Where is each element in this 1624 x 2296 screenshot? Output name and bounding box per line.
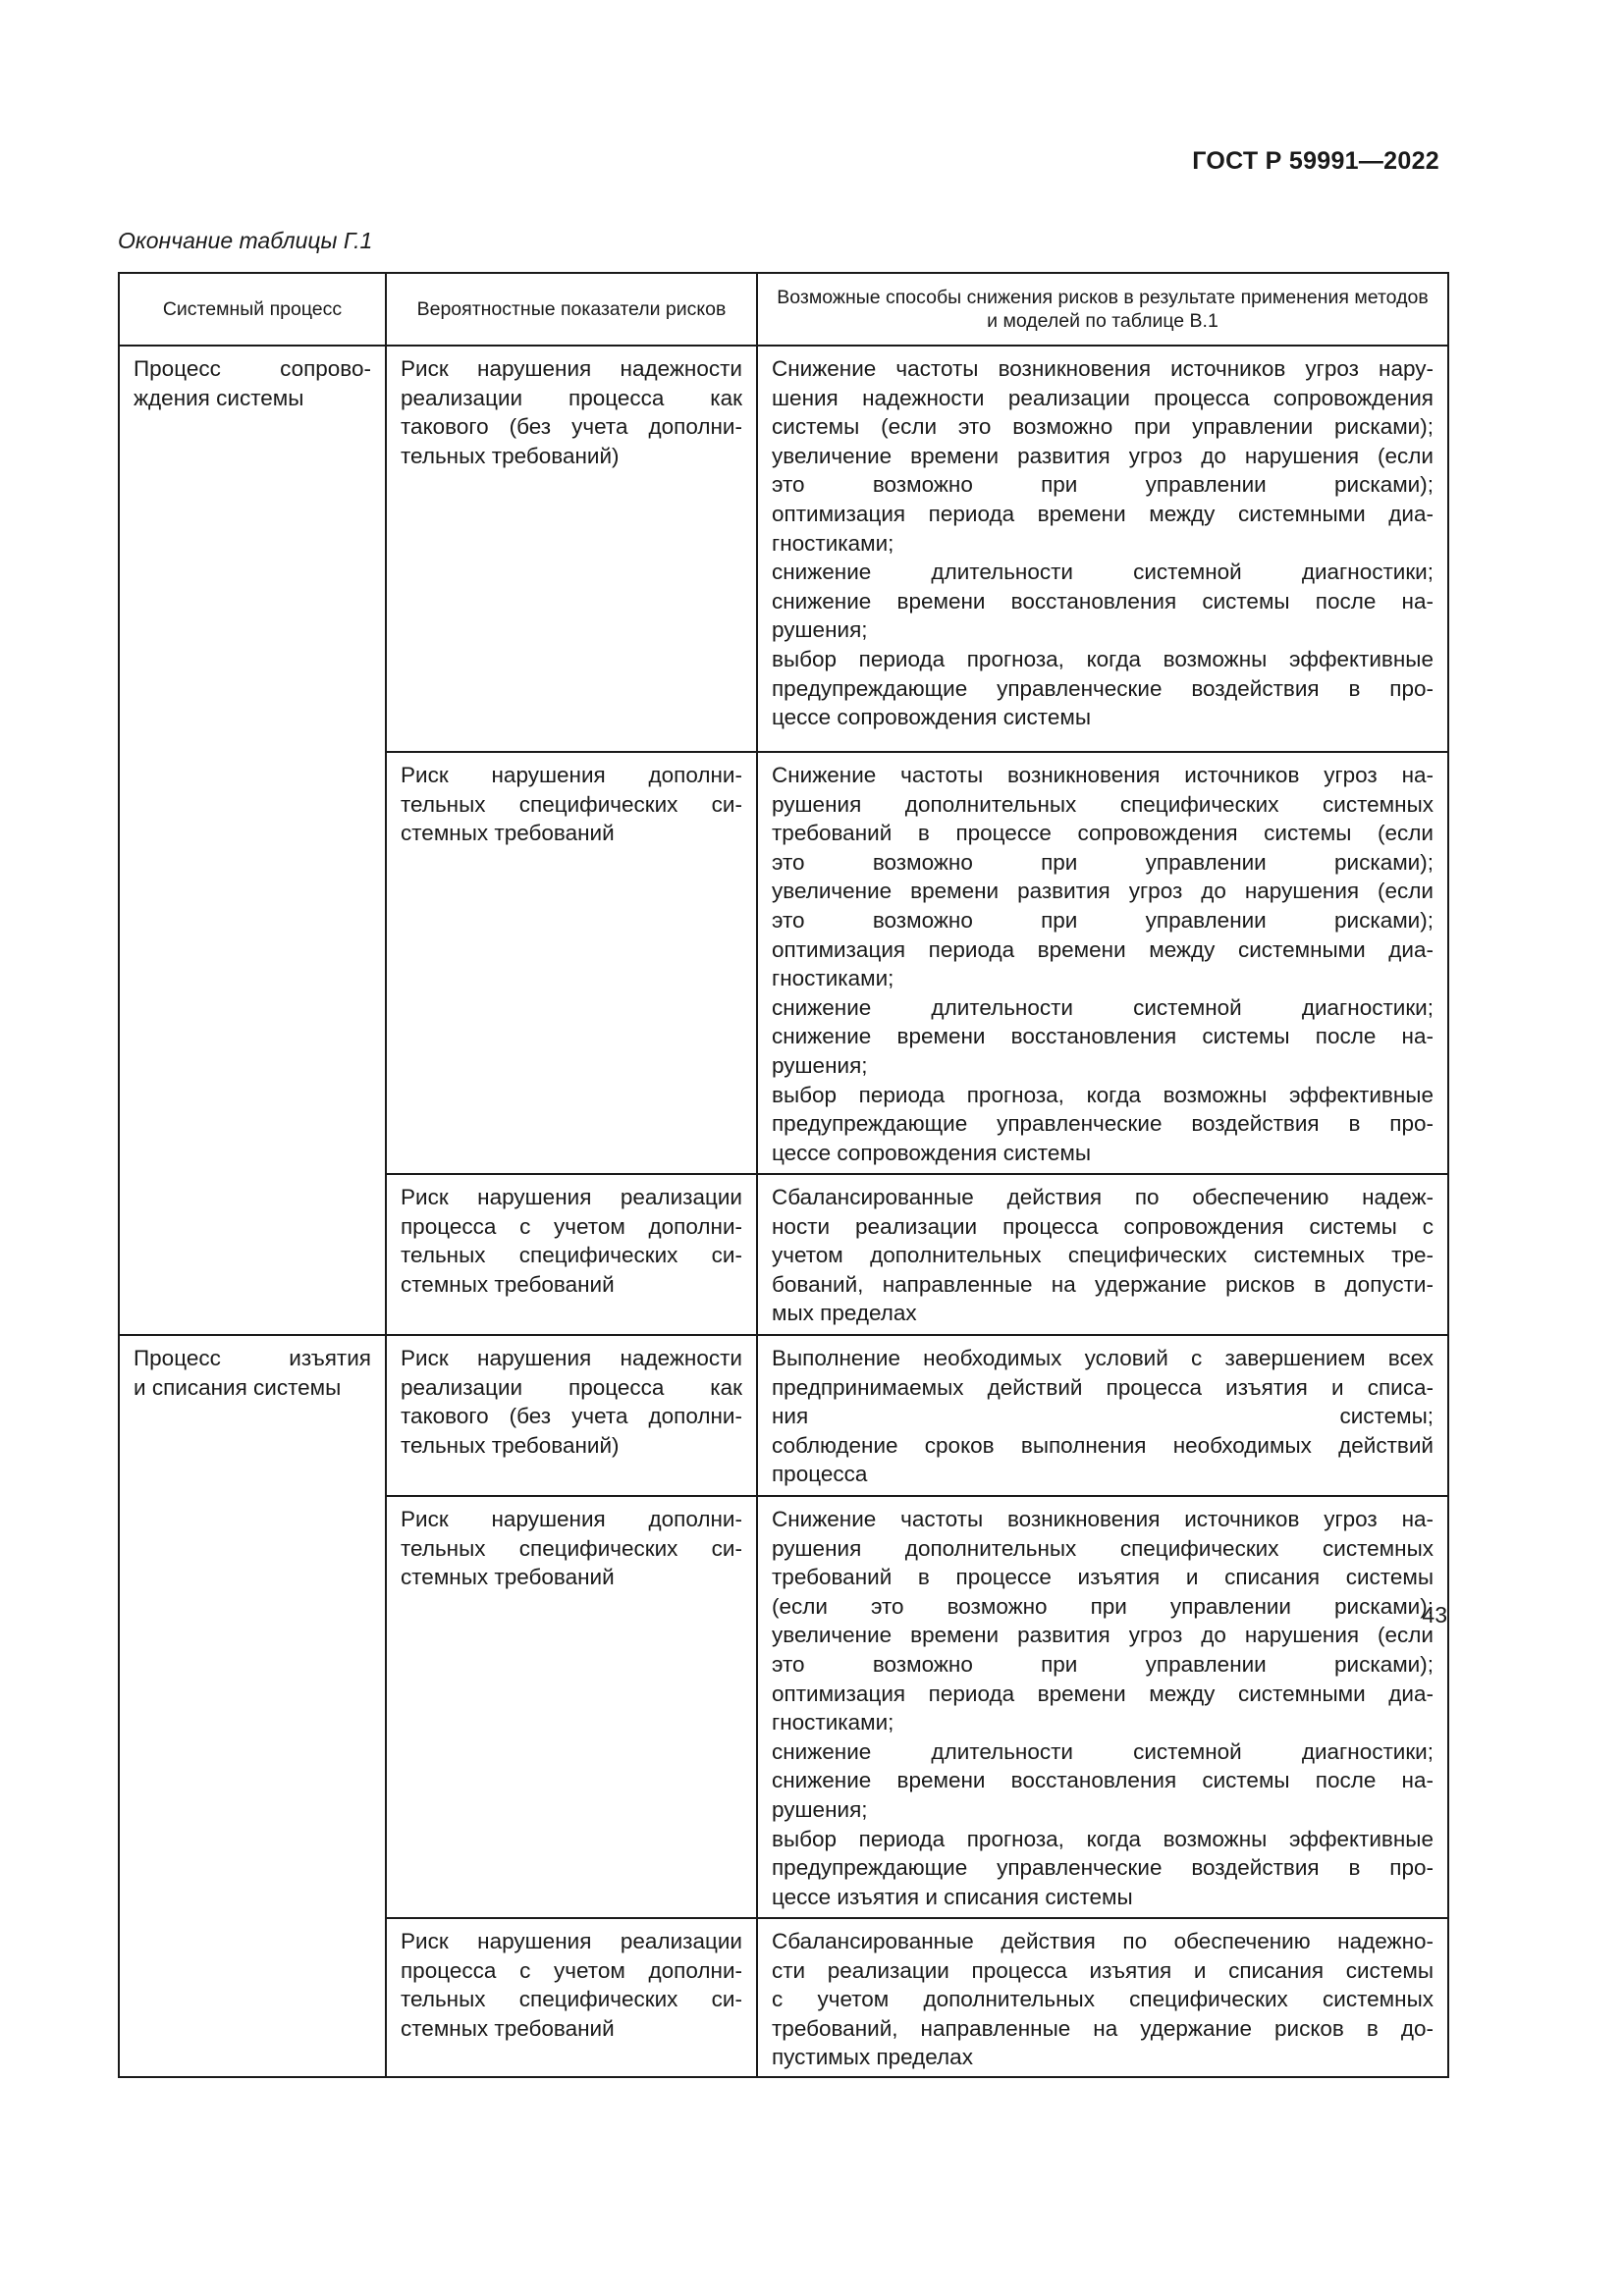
column-header-methods: Возможные способы снижения рисков в результате применения методов и моделей по таблице В.1 [757, 273, 1448, 346]
indicator-cell [386, 1496, 757, 1918]
cell-text-line: увеличение времени развития угроз до нарушения (если [772, 1623, 1434, 1648]
cell-text-line: стемных требований [401, 821, 615, 846]
cell-text-line: выбор периода прогноза, когда возможны эффективные [772, 646, 1434, 671]
cell-text-line: бований, направленные на удержание рисков в допусти- [772, 1271, 1434, 1297]
table-caption: Окончание таблицы Г.1 [118, 228, 373, 253]
cell-text-line: цессе сопровождения системы [772, 705, 1091, 730]
cell-text-line: Снижение частоты возникновения источников угроз на- [772, 763, 1434, 787]
cell-text-line: пустимых пределах [772, 2045, 973, 2070]
cell-text-line: рушения дополнительных специфических системных [772, 791, 1434, 817]
cell-text-line: ния системы; [772, 1404, 1434, 1429]
cell-text-line: увеличение времени развития угроз до нарушения (если [772, 879, 1434, 904]
cell-text-line: реализации процесса как [401, 1374, 742, 1400]
methods-cell [757, 1496, 1448, 1918]
page-number: 43 [1422, 1602, 1447, 1628]
cell-text-line: тельных специфических си- [401, 1243, 742, 1268]
cell-text-line: это возможно при управлении рисками); [772, 1651, 1434, 1677]
cell-text-line: гностиками; [772, 1710, 894, 1735]
table-header-row [119, 273, 1448, 346]
cell-text-line: требований, направленные на удержание рисков в до- [772, 2015, 1434, 2041]
cell-text-line: стемных требований [401, 1271, 615, 1297]
cell-text-line: гностиками; [772, 966, 894, 991]
cell-text-line: рушения; [772, 617, 868, 643]
cell-text-line: Риск нарушения надежности [401, 1346, 742, 1370]
indicator-cell [386, 1918, 757, 2077]
process-cell [119, 1335, 386, 2077]
cell-text-line: Риск нарушения дополни- [401, 763, 742, 787]
cell-text-line: увеличение времени развития угроз до нарушения (если [772, 443, 1434, 468]
methods-cell [757, 1174, 1448, 1335]
cell-text-line: Процесс изъятия [134, 1346, 371, 1370]
methods-cell [757, 1335, 1448, 1496]
cell-text-line: цессе изъятия и списания системы [772, 1884, 1133, 1909]
indicator-cell [386, 346, 757, 752]
cell-text-line: Риск нарушения реализации [401, 1185, 742, 1209]
cell-text-line: снижение времени восстановления системы после на- [772, 1768, 1434, 1793]
cell-text-line: предупреждающие управленческие воздействия в про- [772, 675, 1434, 701]
cell-text-line: процесса с учетом дополни- [401, 1957, 742, 1983]
cell-text-line: учетом дополнительных специфических системных тре- [772, 1243, 1434, 1268]
cell-text-line: с учетом дополнительных специфических системных [772, 1987, 1434, 2012]
document-standard-number: ГОСТ Р 59991—2022 [1192, 147, 1439, 175]
cell-text-line: реализации процесса как [401, 385, 742, 410]
cell-text-line: ности реализации процесса сопровождения системы с [772, 1213, 1434, 1239]
cell-text-line: это возможно при управлении рисками); [772, 907, 1434, 933]
cell-text-line: мых пределах [772, 1301, 917, 1326]
cell-text-line: Снижение частоты возникновения источников угроз нару- [772, 356, 1434, 381]
cell-text-line: тельных требований) [401, 1432, 620, 1458]
cell-text-line: оптимизация периода времени между системными диа- [772, 1681, 1434, 1706]
cell-text-line: тельных требований) [401, 443, 620, 468]
cell-text-line: оптимизация периода времени между системными диа- [772, 501, 1434, 526]
column-header-indicators: Вероятностные показатели рисков [386, 273, 757, 346]
methods-cell [757, 752, 1448, 1174]
cell-text-line: рушения дополнительных специфических системных [772, 1535, 1434, 1561]
cell-text-line: гностиками; [772, 530, 894, 556]
indicator-cell [386, 1335, 757, 1496]
cell-text-line: системы (если это возможно при управлении рисками); [772, 414, 1434, 440]
table-row [119, 1335, 1448, 1496]
methods-cell [757, 1918, 1448, 2077]
risk-table [118, 272, 1449, 2078]
cell-text-line: рушения; [772, 1052, 868, 1078]
cell-text-line: шения надежности реализации процесса сопровождения [772, 385, 1434, 410]
process-cell [119, 346, 386, 1335]
cell-text-line: требований в процессе изъятия и списания системы [772, 1565, 1434, 1590]
cell-text-line: оптимизация периода времени между системными диа- [772, 936, 1434, 962]
cell-text-line: снижение длительности системной диагностики; [772, 560, 1434, 585]
cell-text-line: снижение времени восстановления системы после на- [772, 1024, 1434, 1049]
cell-text-line: предупреждающие управленческие воздействия в про- [772, 1111, 1434, 1137]
cell-text-line: требований в процессе сопровождения системы (если [772, 821, 1434, 846]
cell-text-line: Риск нарушения надежности [401, 356, 742, 381]
cell-text-line: сти реализации процесса изъятия и списания системы [772, 1957, 1434, 1983]
table-row [119, 346, 1448, 752]
column-header-process: Системный процесс [119, 273, 386, 346]
cell-text-line: снижение длительности системной диагностики; [772, 994, 1434, 1020]
cell-text-line: рушения; [772, 1796, 868, 1822]
indicator-cell [386, 752, 757, 1174]
cell-text-line: и списания системы [134, 1374, 342, 1400]
cell-text-line: выбор периода прогноза, когда возможны эффективные [772, 1826, 1434, 1851]
cell-text-line: Сбалансированные действия по обеспечению надеж- [772, 1185, 1434, 1209]
cell-text-line: Снижение частоты возникновения источников угроз на- [772, 1507, 1434, 1531]
cell-text-line: это возможно при управлении рисками); [772, 472, 1434, 498]
cell-text-line: снижение времени восстановления системы после на- [772, 588, 1434, 614]
cell-text-line: Сбалансированные действия по обеспечению надежно- [772, 1929, 1434, 1953]
methods-cell [757, 346, 1448, 752]
cell-text-line: Выполнение необходимых условий с завершением всех [772, 1346, 1434, 1370]
cell-text-line: (если это возможно при управлении рисками); [772, 1593, 1434, 1619]
cell-text-line: Процесс сопрово- [134, 356, 371, 381]
cell-text-line: ждения системы [134, 385, 304, 410]
cell-text-line: цессе сопровождения системы [772, 1140, 1091, 1165]
cell-text-line: Риск нарушения реализации [401, 1929, 742, 1953]
cell-text-line: тельных специфических си- [401, 1535, 742, 1561]
cell-text-line: Риск нарушения дополни- [401, 1507, 742, 1531]
cell-text-line: это возможно при управлении рисками); [772, 849, 1434, 875]
cell-text-line: стемных требований [401, 2015, 615, 2041]
cell-text-line: процесса с учетом дополни- [401, 1213, 742, 1239]
cell-text-line: тельных специфических си- [401, 791, 742, 817]
cell-text-line: процесса [772, 1462, 868, 1487]
cell-text-line: такового (без учета дополни- [401, 414, 742, 440]
cell-text-line: предупреждающие управленческие воздействия в про- [772, 1855, 1434, 1881]
cell-text-line: тельных специфических си- [401, 1987, 742, 2012]
cell-text-line: соблюдение сроков выполнения необходимых действий [772, 1432, 1434, 1458]
cell-text-line: предпринимаемых действий процесса изъятия и списа- [772, 1374, 1434, 1400]
cell-text-line: такового (без учета дополни- [401, 1404, 742, 1429]
cell-text-line: снижение длительности системной диагностики; [772, 1738, 1434, 1764]
cell-text-line: стемных требований [401, 1565, 615, 1590]
indicator-cell [386, 1174, 757, 1335]
cell-text-line: выбор периода прогноза, когда возможны эффективные [772, 1082, 1434, 1107]
